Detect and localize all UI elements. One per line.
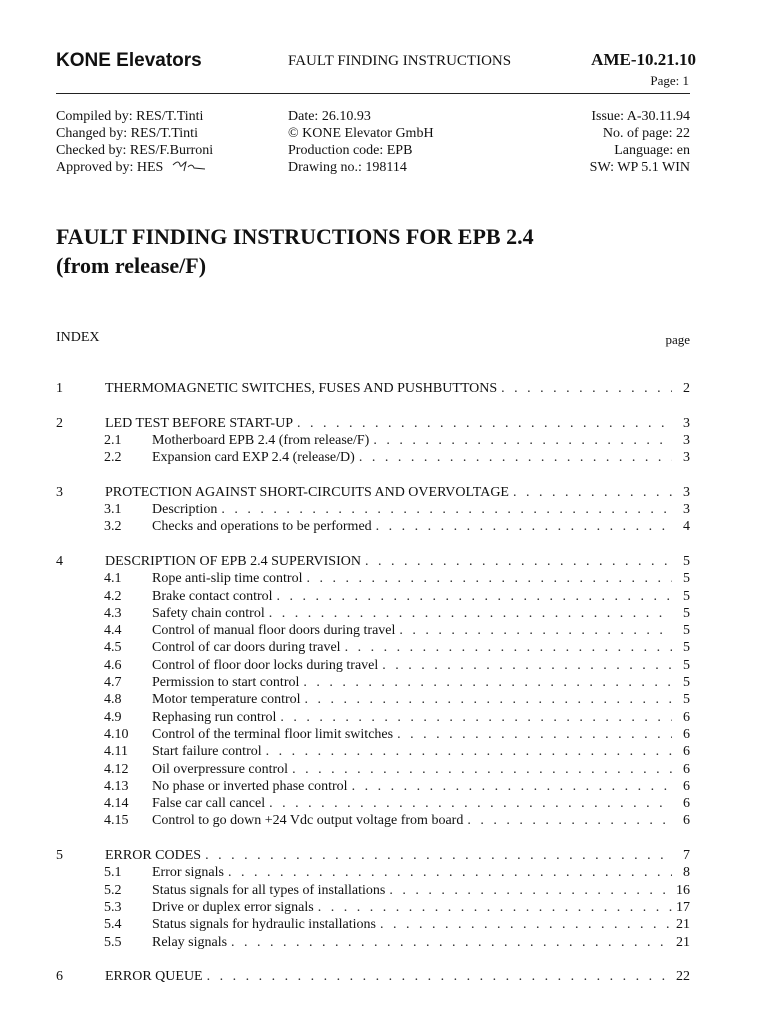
- toc-entry: [152, 864, 690, 881]
- toc-subsection-number: 4.14: [104, 796, 129, 812]
- toc-subsection-number: 4.6: [104, 657, 122, 673]
- table-of-contents: [56, 380, 690, 1003]
- meta-approved-by: Approved by: HES: [56, 160, 164, 175]
- toc-section-row: [56, 380, 690, 397]
- toc-entry: [105, 484, 690, 501]
- toc-entry: [105, 847, 690, 864]
- meta-document-info: [288, 108, 434, 176]
- toc-subsection-title: Rephasing run control: [152, 709, 277, 725]
- toc-section-row: [56, 553, 690, 570]
- toc-entry: [152, 743, 690, 760]
- toc-page-number: 6: [683, 726, 690, 742]
- toc-entry: [152, 605, 690, 622]
- toc-subsection-row: [56, 743, 690, 760]
- document-kind: FAULT FINDING INSTRUCTIONS: [288, 53, 512, 69]
- toc-section-title: DESCRIPTION OF EPB 2.4 SUPERVISION: [105, 553, 361, 569]
- toc-subsection-number: 5.3: [104, 899, 122, 915]
- toc-section-title: LED TEST BEFORE START-UP: [105, 415, 293, 431]
- toc-subsection-number: 4.12: [104, 761, 129, 777]
- toc-section-number: 6: [56, 969, 63, 985]
- meta-issue: Issue: A-30.11.94: [591, 109, 690, 124]
- toc-subsection-title: Description: [152, 502, 218, 518]
- dot-leader: [228, 864, 672, 881]
- toc-subsection-number: 4.8: [104, 692, 122, 708]
- toc-subsection-title: False car call cancel: [152, 796, 266, 812]
- dot-leader: [318, 899, 672, 916]
- toc-entry: [152, 934, 690, 951]
- toc-subsection-number: 3.2: [104, 519, 122, 535]
- toc-page-number: 5: [683, 623, 690, 639]
- dot-leader: [365, 553, 672, 570]
- dot-leader: [231, 934, 672, 951]
- dot-leader: [221, 501, 672, 518]
- toc-subsection-title: Permission to start control: [152, 675, 300, 691]
- toc-section: [56, 380, 690, 397]
- page-number: Page: 1: [650, 73, 689, 88]
- toc-subsection-number: 2.1: [104, 432, 122, 448]
- toc-entry: [152, 449, 690, 466]
- toc-page-number: 21: [676, 917, 690, 933]
- toc-subsection-title: Control of car doors during travel: [152, 640, 341, 656]
- dot-leader: [397, 726, 672, 743]
- toc-page-number: 22: [676, 969, 690, 985]
- toc-subsection-row: [56, 605, 690, 622]
- toc-section-title: ERROR CODES: [105, 848, 202, 864]
- dot-leader: [292, 761, 672, 778]
- dot-leader: [266, 743, 672, 760]
- dot-leader: [352, 778, 672, 795]
- toc-entry: [152, 639, 690, 656]
- toc-subsection-row: [56, 726, 690, 743]
- toc-entry: [152, 726, 690, 743]
- toc-section-title: THERMOMAGNETIC SWITCHES, FUSES AND PUSHBUTTONS: [105, 381, 498, 396]
- toc-entry: [152, 518, 690, 535]
- toc-subsection-row: [56, 674, 690, 691]
- toc-entry: [105, 380, 690, 397]
- toc-subsection-row: [56, 795, 690, 812]
- meta-page-count: No. of page: 22: [602, 126, 690, 141]
- toc-section: [56, 553, 690, 830]
- toc-subsection-number: 5.5: [104, 934, 122, 950]
- toc-section-number: 4: [56, 553, 63, 569]
- meta-checked-by: Checked by: RES/F.Burroni: [56, 143, 214, 158]
- toc-subsection-title: Safety chain control: [152, 605, 265, 621]
- toc-page-number: 5: [683, 692, 690, 708]
- toc-subsection-title: Motherboard EPB 2.4 (from release/F): [152, 432, 370, 448]
- dot-leader: [373, 432, 672, 449]
- header-divider: [56, 93, 690, 94]
- toc-entry: [152, 795, 690, 812]
- toc-entry: [105, 553, 690, 570]
- toc-section-row: [56, 484, 690, 501]
- toc-entry: [152, 761, 690, 778]
- toc-page-number: 16: [676, 882, 690, 898]
- toc-subsection-title: Relay signals: [152, 934, 228, 950]
- toc-subsection-title: Control of the terminal floor limit switches: [152, 726, 394, 742]
- toc-page-number: 6: [683, 709, 690, 725]
- toc-page-number: 3: [683, 450, 690, 466]
- toc-subsection-title: Status signals for hydraulic installations: [152, 917, 376, 933]
- meta-issue-info: [590, 108, 690, 176]
- dot-leader: [513, 484, 672, 501]
- toc-section-number: 2: [56, 415, 63, 431]
- toc-page-number: 6: [683, 761, 690, 777]
- dot-leader: [277, 588, 672, 605]
- toc-subsection-number: 4.10: [104, 726, 129, 742]
- toc-section: [56, 847, 690, 951]
- dot-leader: [205, 847, 672, 864]
- toc-page-number: 7: [683, 848, 690, 864]
- toc-page-number: 6: [683, 796, 690, 812]
- dot-leader: [269, 605, 672, 622]
- toc-subsection-row: [56, 432, 690, 449]
- toc-entry: [105, 415, 690, 432]
- toc-subsection-title: Brake contact control: [152, 588, 273, 604]
- meta-copyright: © KONE Elevator GmbH: [288, 126, 434, 141]
- toc-page-number: 6: [683, 744, 690, 760]
- document-number: AME-10.21.10: [591, 50, 696, 69]
- toc-subsection-title: Rope anti-slip time control: [152, 571, 303, 587]
- dot-leader: [280, 709, 672, 726]
- toc-section-number: 5: [56, 848, 63, 864]
- toc-subsection-number: 4.2: [104, 588, 122, 604]
- toc-page-number: 2: [683, 381, 690, 396]
- toc-subsection-number: 5.2: [104, 882, 122, 898]
- toc-subsection-number: 2.2: [104, 450, 122, 466]
- toc-subsection-title: Checks and operations to be performed: [152, 519, 372, 535]
- toc-subsection-row: [56, 518, 690, 535]
- toc-subsection-row: [56, 761, 690, 778]
- toc-section-number: 3: [56, 484, 63, 500]
- toc-entry: [152, 501, 690, 518]
- toc-subsection-title: Oil overpressure control: [152, 761, 289, 777]
- toc-section-number: 1: [56, 381, 63, 396]
- dot-leader: [207, 968, 672, 985]
- toc-page-number: 4: [683, 519, 690, 535]
- toc-page-number: 5: [683, 571, 690, 587]
- meta-date: Date: 26.10.93: [288, 109, 371, 124]
- toc-subsection-number: 4.4: [104, 623, 122, 639]
- toc-page-number: 5: [683, 657, 690, 673]
- dot-leader: [305, 691, 672, 708]
- toc-subsection-title: Control to go down +24 Vdc output voltage from board: [152, 813, 464, 829]
- toc-entry: [152, 899, 690, 916]
- index-heading: INDEX: [56, 330, 100, 345]
- toc-subsection-title: Control of manual floor doors during travel: [152, 623, 396, 639]
- toc-entry: [152, 882, 690, 899]
- toc-subsection-title: Start failure control: [152, 744, 262, 760]
- toc-section-row: [56, 847, 690, 864]
- toc-subsection-row: [56, 622, 690, 639]
- toc-subsection-row: [56, 691, 690, 708]
- dot-leader: [306, 570, 672, 587]
- toc-page-number: 5: [683, 640, 690, 656]
- toc-subsection-row: [56, 899, 690, 916]
- toc-page-number: 3: [683, 415, 690, 431]
- toc-subsection-row: [56, 570, 690, 587]
- toc-subsection-title: Drive or duplex error signals: [152, 899, 314, 915]
- dot-leader: [380, 916, 672, 933]
- toc-page-number: 5: [683, 605, 690, 621]
- toc-subsection-number: 5.1: [104, 865, 122, 881]
- title-line-1: FAULT FINDING INSTRUCTIONS FOR EPB 2.4: [56, 224, 534, 249]
- dot-leader: [345, 639, 672, 656]
- toc-subsection-row: [56, 916, 690, 933]
- toc-page-number: 3: [683, 484, 690, 500]
- toc-entry: [152, 432, 690, 449]
- dot-leader: [399, 622, 672, 639]
- toc-page-number: 5: [683, 588, 690, 604]
- dot-leader: [382, 657, 672, 674]
- toc-section: [56, 968, 690, 985]
- toc-entry: [152, 657, 690, 674]
- toc-subsection-row: [56, 588, 690, 605]
- toc-entry: [152, 709, 690, 726]
- toc-subsection-row: [56, 778, 690, 795]
- toc-page-number: 3: [683, 432, 690, 448]
- meta-software: SW: WP 5.1 WIN: [589, 160, 690, 175]
- toc-subsection-number: 5.4: [104, 917, 122, 933]
- toc-subsection-number: 3.1: [104, 502, 122, 518]
- toc-subsection-row: [56, 449, 690, 466]
- toc-subsection-title: Status signals for all types of installations: [152, 882, 386, 898]
- toc-page-number: 17: [676, 899, 690, 915]
- dot-leader: [501, 380, 672, 397]
- toc-section-title: PROTECTION AGAINST SHORT-CIRCUITS AND OVERVOLTAGE: [105, 484, 509, 500]
- toc-entry: [152, 812, 690, 829]
- toc-subsection-number: 4.15: [104, 813, 129, 829]
- dot-leader: [269, 795, 672, 812]
- dot-leader: [389, 882, 672, 899]
- dot-leader: [359, 449, 672, 466]
- toc-page-number: 5: [683, 553, 690, 569]
- title-line-2: (from release/F): [56, 253, 207, 278]
- toc-subsection-row: [56, 934, 690, 951]
- dot-leader: [297, 415, 672, 432]
- toc-page-number: 8: [683, 865, 690, 881]
- toc-subsection-row: [56, 639, 690, 656]
- dot-leader: [467, 812, 672, 829]
- toc-subsection-title: Error signals: [152, 865, 224, 881]
- toc-subsection-title: Control of floor door locks during travel: [152, 657, 379, 673]
- toc-entry: [152, 588, 690, 605]
- dot-leader: [376, 518, 672, 535]
- company-name: KONE Elevators: [56, 50, 202, 71]
- toc-section: [56, 415, 690, 467]
- toc-subsection-number: 4.13: [104, 778, 129, 794]
- toc-entry: [152, 570, 690, 587]
- meta-compiled-by: Compiled by: RES/T.Tinti: [56, 109, 204, 124]
- toc-subsection-title: Motor temperature control: [152, 692, 301, 708]
- meta-approved-by-row: [56, 159, 213, 176]
- toc-subsection-title: Expansion card EXP 2.4 (release/D): [152, 450, 355, 466]
- toc-subsection-number: 4.1: [104, 571, 122, 587]
- toc-entry: [152, 674, 690, 691]
- toc-subsection-row: [56, 812, 690, 829]
- meta-drawing-number: Drawing no.: 198114: [288, 160, 407, 175]
- toc-entry: [152, 778, 690, 795]
- toc-entry: [152, 916, 690, 933]
- toc-subsection-number: 4.9: [104, 709, 122, 725]
- toc-section-row: [56, 968, 690, 985]
- toc-page-number: 21: [676, 934, 690, 950]
- document-title: [56, 222, 534, 280]
- toc-page-number: 6: [683, 778, 690, 794]
- meta-language: Language: en: [614, 143, 690, 158]
- toc-entry: [152, 691, 690, 708]
- toc-page-number: 6: [683, 813, 690, 829]
- meta-authors: [56, 108, 213, 176]
- toc-subsection-number: 4.11: [104, 744, 128, 760]
- toc-page-number: 3: [683, 502, 690, 518]
- meta-production-code: Production code: EPB: [288, 143, 413, 158]
- meta-changed-by: Changed by: RES/T.Tinti: [56, 126, 198, 141]
- toc-section: [56, 484, 690, 536]
- toc-subsection-row: [56, 709, 690, 726]
- toc-subsection-row: [56, 864, 690, 881]
- toc-subsection-row: [56, 657, 690, 674]
- toc-section-row: [56, 415, 690, 432]
- toc-subsection-number: 4.3: [104, 605, 122, 621]
- toc-subsection-title: No phase or inverted phase control: [152, 778, 348, 794]
- toc-page-number: 5: [683, 675, 690, 691]
- toc-subsection-number: 4.7: [104, 675, 122, 691]
- signature-mark: [171, 159, 207, 173]
- toc-subsection-row: [56, 882, 690, 899]
- toc-entry: [152, 622, 690, 639]
- toc-subsection-number: 4.5: [104, 640, 122, 656]
- toc-entry: [105, 968, 690, 985]
- toc-section-title: ERROR QUEUE: [105, 969, 203, 985]
- page-column-heading: page: [665, 332, 690, 347]
- dot-leader: [303, 674, 672, 691]
- toc-subsection-row: [56, 501, 690, 518]
